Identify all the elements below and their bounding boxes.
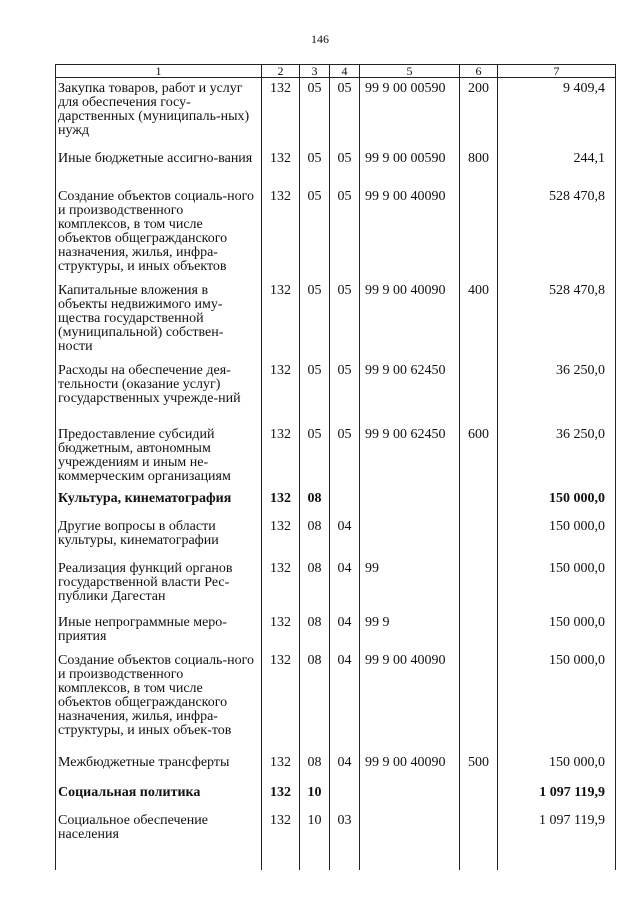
amount-value: 244,1 (498, 148, 616, 186)
row-name: Предоставление субсидий бюджетным, автономным учреждениям и иным не-коммерческим организациям (56, 424, 262, 488)
ved-code: 132 (262, 650, 300, 752)
section-code: 05 (300, 360, 330, 424)
column-header: 7 (498, 65, 616, 78)
ved-code: 132 (262, 782, 300, 810)
subsection-code: 05 (330, 360, 360, 424)
table-row (56, 148, 616, 186)
target-article-code (360, 488, 460, 516)
amount-value: 528 470,8 (498, 186, 616, 280)
target-article-code: 99 9 00 40090 (360, 650, 460, 752)
amount-value: 150 000,0 (498, 488, 616, 516)
row-name: Иные бюджетные ассигно-вания (56, 148, 262, 186)
expense-type-code (460, 810, 498, 870)
target-article-code (360, 810, 460, 870)
row-name: Реализация функций органов государственной власти Рес-публики Дагестан (56, 558, 262, 612)
row-name: Капитальные вложения в объекты недвижимого иму-щества государственной (муниципальной) собствен-ности (56, 280, 262, 360)
amount-value: 150 000,0 (498, 752, 616, 782)
column-header: 1 (56, 65, 262, 78)
subsection-code: 05 (330, 186, 360, 280)
budget-table (55, 64, 616, 870)
table-row (56, 558, 616, 612)
section-code: 05 (300, 280, 330, 360)
subsection-code: 04 (330, 612, 360, 650)
amount-value: 1 097 119,9 (498, 810, 616, 870)
section-code: 05 (300, 424, 330, 488)
page-number: 146 (311, 32, 329, 46)
table-row (56, 488, 616, 516)
table-row (56, 280, 616, 360)
target-article-code: 99 9 00 62450 (360, 424, 460, 488)
target-article-code: 99 (360, 558, 460, 612)
section-code: 08 (300, 488, 330, 516)
ved-code: 132 (262, 558, 300, 612)
section-code: 08 (300, 516, 330, 558)
target-article-code: 99 9 00 40090 (360, 752, 460, 782)
expense-type-code: 200 (460, 78, 498, 148)
target-article-code: 99 9 00 62450 (360, 360, 460, 424)
table-row (56, 424, 616, 488)
target-article-code (360, 516, 460, 558)
section-code: 10 (300, 782, 330, 810)
row-name: Социальное обеспечение населения (56, 810, 262, 870)
expense-type-code: 500 (460, 752, 498, 782)
ved-code: 132 (262, 78, 300, 148)
table-row (56, 810, 616, 870)
row-name: Другие вопросы в области культуры, кинематографии (56, 516, 262, 558)
section-code: 05 (300, 78, 330, 148)
column-header: 3 (300, 65, 330, 78)
section-code: 10 (300, 810, 330, 870)
row-name: Иные непрограммные меро-приятия (56, 612, 262, 650)
row-name: Создание объектов социаль-ного и производственного комплексов, в том числе объектов общегражданского назначения, жилья, инфра-структуры, и иных объек-тов (56, 650, 262, 752)
ved-code: 132 (262, 360, 300, 424)
table-row (56, 612, 616, 650)
ved-code: 132 (262, 612, 300, 650)
amount-value: 150 000,0 (498, 516, 616, 558)
section-code: 05 (300, 186, 330, 280)
target-article-code: 99 9 00 40090 (360, 186, 460, 280)
expense-type-code (460, 558, 498, 612)
row-name: Межбюджетные трансферты (56, 752, 262, 782)
subsection-code: 04 (330, 516, 360, 558)
subsection-code (330, 488, 360, 516)
amount-value: 36 250,0 (498, 360, 616, 424)
expense-type-code (460, 650, 498, 752)
expense-type-code: 600 (460, 424, 498, 488)
target-article-code: 99 9 00 40090 (360, 280, 460, 360)
amount-value: 150 000,0 (498, 650, 616, 752)
row-name: Культура, кинематография (56, 488, 262, 516)
column-header: 2 (262, 65, 300, 78)
subsection-code (330, 782, 360, 810)
subsection-code: 03 (330, 810, 360, 870)
subsection-code: 05 (330, 78, 360, 148)
row-name: Закупка товаров, работ и услуг для обеспечения госу-дарственных (муниципаль-ных) нужд (56, 78, 262, 148)
subsection-code: 04 (330, 752, 360, 782)
expense-type-code (460, 782, 498, 810)
table-row (56, 78, 616, 148)
amount-value: 1 097 119,9 (498, 782, 616, 810)
table-row (56, 360, 616, 424)
subsection-code: 05 (330, 424, 360, 488)
section-code: 08 (300, 558, 330, 612)
table-row (56, 516, 616, 558)
ved-code: 132 (262, 186, 300, 280)
subsection-code: 05 (330, 148, 360, 186)
section-code: 08 (300, 612, 330, 650)
amount-value: 9 409,4 (498, 78, 616, 148)
target-article-code (360, 782, 460, 810)
expense-type-code: 400 (460, 280, 498, 360)
row-name: Создание объектов социаль-ного и производственного комплексов, в том числе объектов общегражданского назначения, жилья, инфра-структуры, и иных объектов (56, 186, 262, 280)
expense-type-code (460, 612, 498, 650)
expense-type-code (460, 186, 498, 280)
ved-code: 132 (262, 516, 300, 558)
row-name: Социальная политика (56, 782, 262, 810)
table-header-row (56, 65, 616, 78)
amount-value: 36 250,0 (498, 424, 616, 488)
section-code: 08 (300, 650, 330, 752)
ved-code: 132 (262, 280, 300, 360)
target-article-code: 99 9 00 00590 (360, 78, 460, 148)
table-row (56, 650, 616, 752)
ved-code: 132 (262, 810, 300, 870)
table-row (56, 186, 616, 280)
ved-code: 132 (262, 424, 300, 488)
section-code: 05 (300, 148, 330, 186)
section-code: 08 (300, 752, 330, 782)
row-name: Расходы на обеспечение дея-тельности (оказание услуг) государственных учрежде-ний (56, 360, 262, 424)
ved-code: 132 (262, 488, 300, 516)
table-row (56, 752, 616, 782)
target-article-code: 99 9 (360, 612, 460, 650)
expense-type-code (460, 516, 498, 558)
expense-type-code (460, 360, 498, 424)
column-header: 6 (460, 65, 498, 78)
subsection-code: 05 (330, 280, 360, 360)
amount-value: 150 000,0 (498, 558, 616, 612)
amount-value: 528 470,8 (498, 280, 616, 360)
subsection-code: 04 (330, 558, 360, 612)
table-row (56, 782, 616, 810)
column-header: 4 (330, 65, 360, 78)
amount-value: 150 000,0 (498, 612, 616, 650)
expense-type-code (460, 488, 498, 516)
target-article-code: 99 9 00 00590 (360, 148, 460, 186)
subsection-code: 04 (330, 650, 360, 752)
ved-code: 132 (262, 752, 300, 782)
ved-code: 132 (262, 148, 300, 186)
expense-type-code: 800 (460, 148, 498, 186)
column-header: 5 (360, 65, 460, 78)
